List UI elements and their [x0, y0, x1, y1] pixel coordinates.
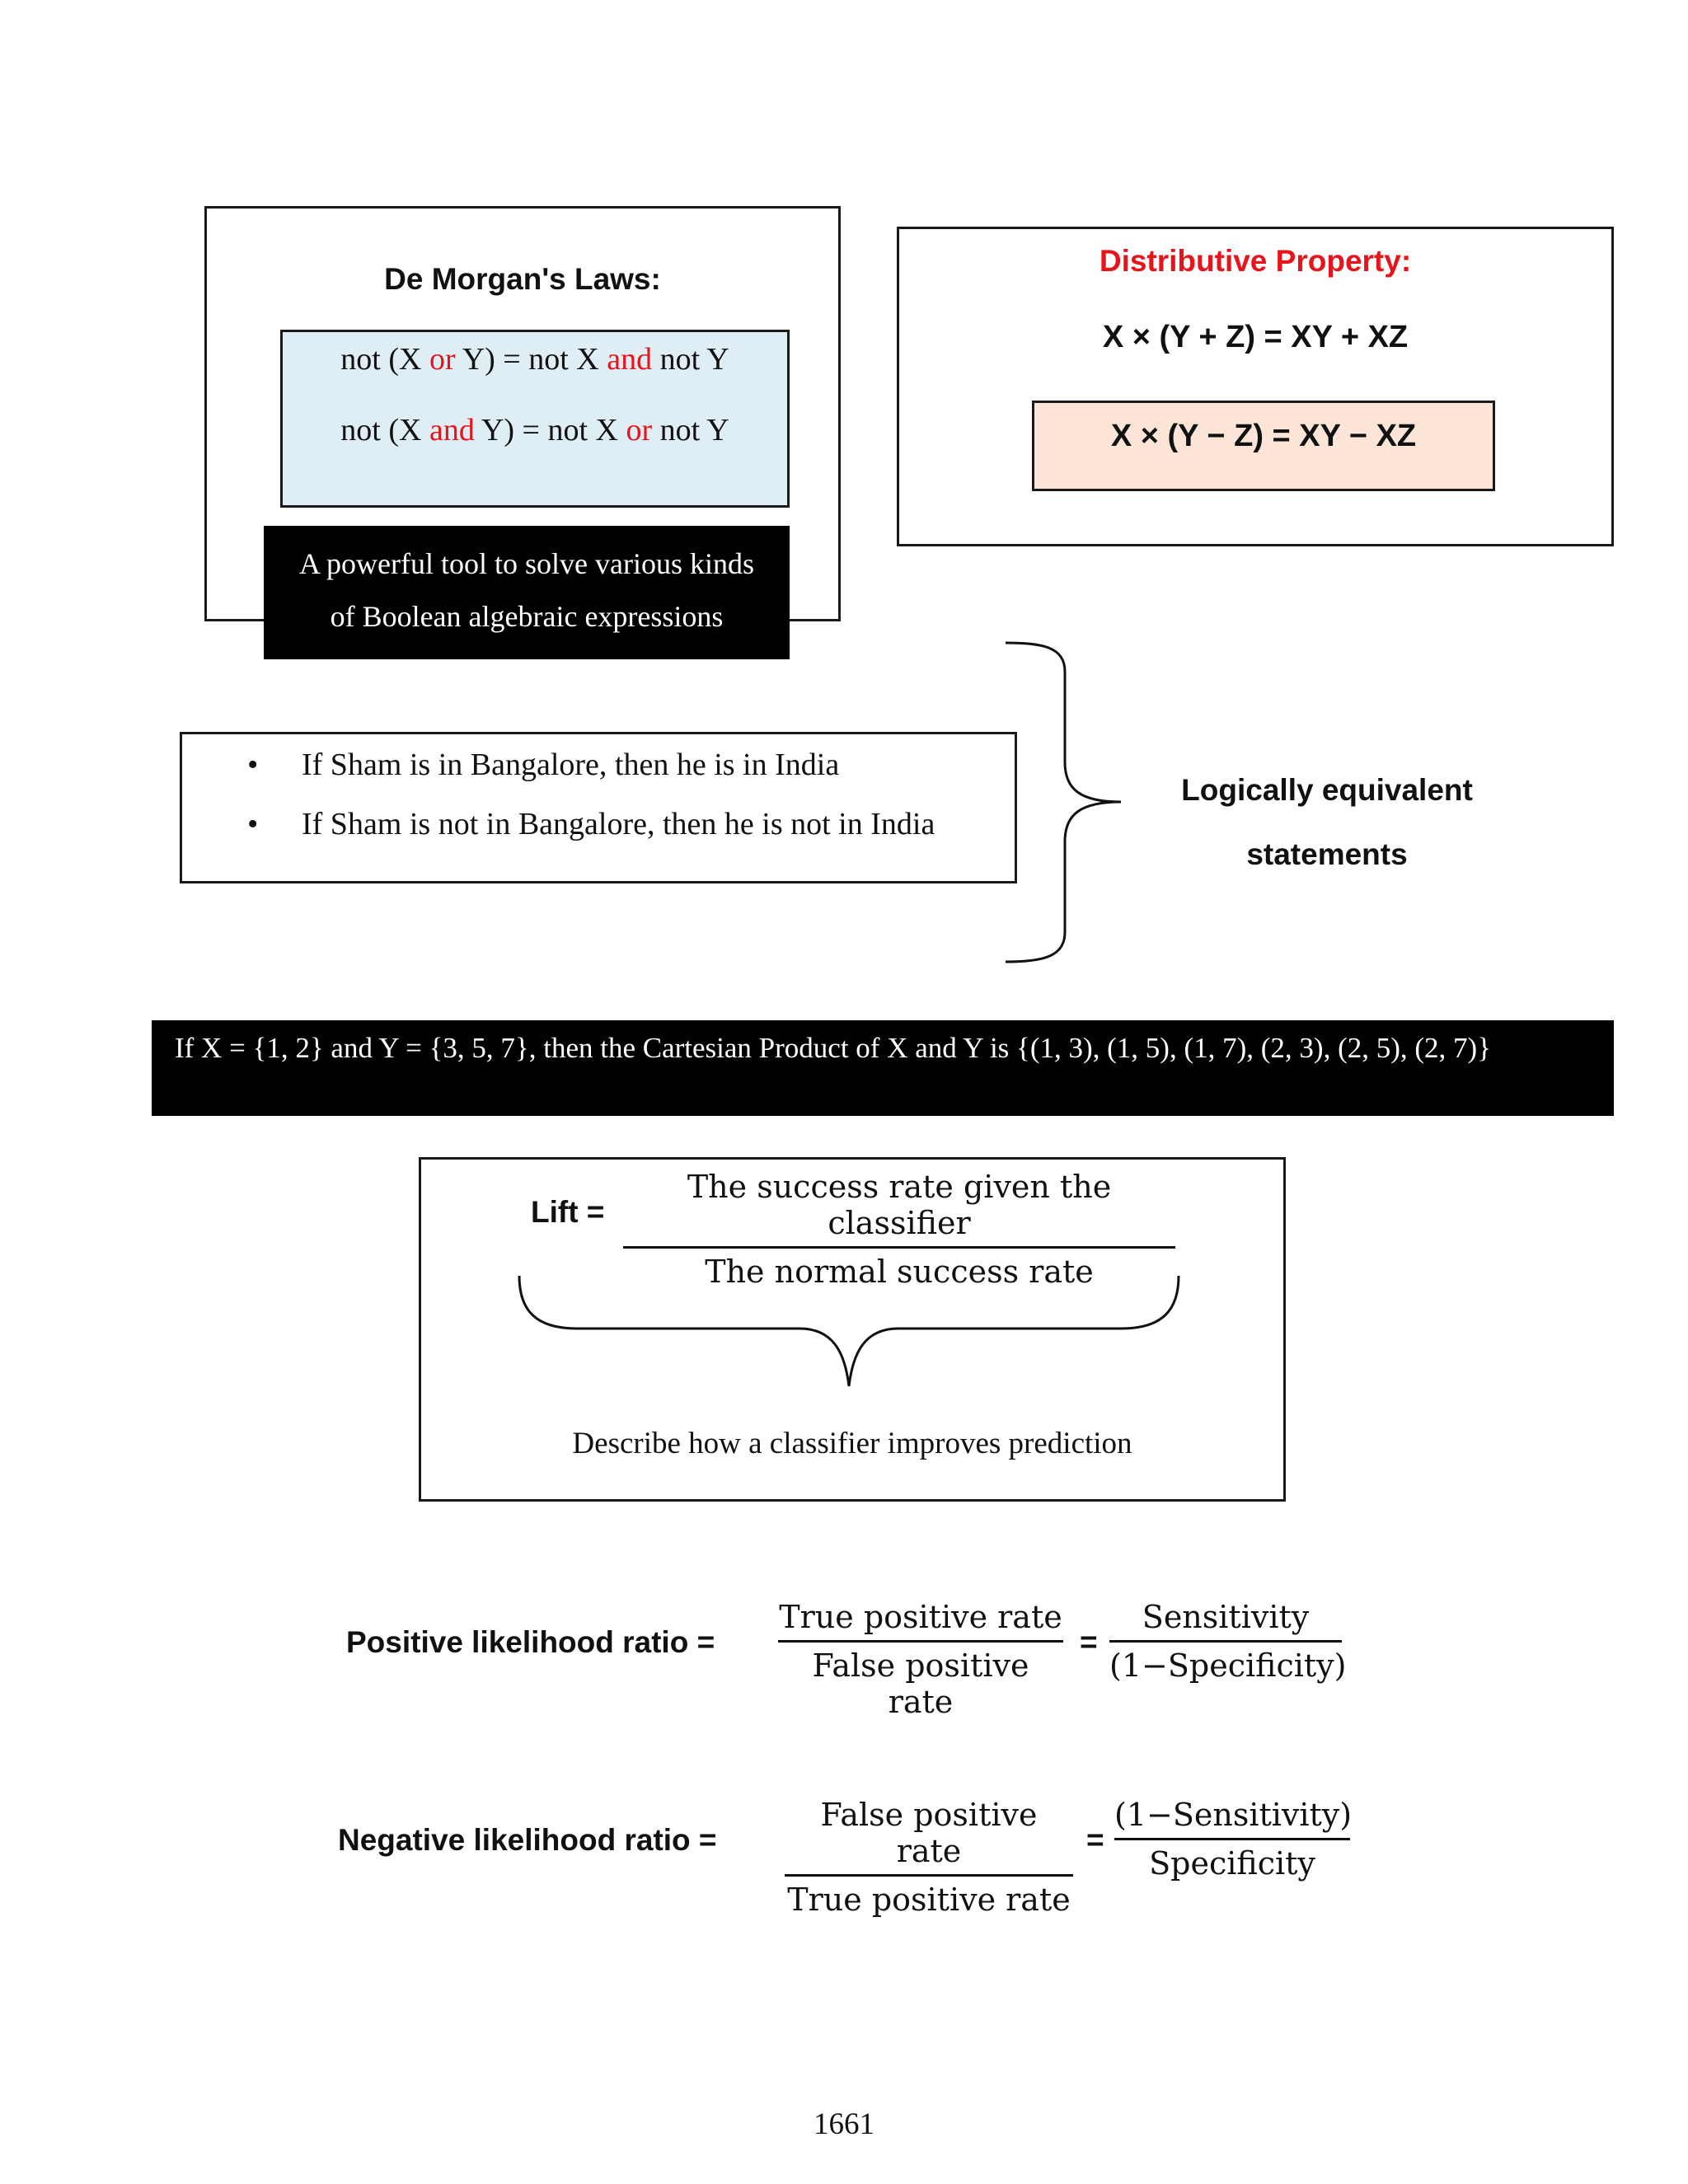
plr-fraction-2	[1109, 1599, 1347, 1684]
demorgan-law-1	[280, 341, 790, 377]
bullet-icon: •	[247, 807, 259, 841]
bottom-curly-brace-icon	[511, 1269, 1187, 1393]
law1-part-b: Y) = not X	[455, 342, 607, 377]
nlr-fraction-2	[1114, 1797, 1353, 1882]
lift-numerator: The success rate given the classifier	[687, 1169, 1112, 1241]
law1-operator-2: and	[607, 342, 653, 377]
statement-item	[247, 747, 839, 783]
cartesian-product-text: If X = {1, 2} and Y = {3, 5, 7}, then the Cartesian Product of X and Y is {(1, 3), (1, 5), (1, 7), (2, 3), (2, 5), (2, 7)}	[175, 1032, 1491, 1064]
distributive-equation-2: X × (Y − Z) = XY − XZ	[1110, 419, 1417, 453]
demorgan-caption-line-2: of Boolean algebraic expressions	[330, 600, 724, 633]
plr-numerator-1: True positive rate	[779, 1599, 1062, 1635]
nlr-numerator-2: (1−Sensitivity)	[1114, 1797, 1353, 1833]
distributive-equation-1: X × (Y + Z) = XY + XZ	[1102, 320, 1409, 354]
lift-denominator: The normal success rate	[705, 1254, 1094, 1290]
plr-numerator-2: Sensitivity	[1142, 1599, 1310, 1635]
law1-part-c: not Y	[652, 342, 729, 377]
logic-label	[1129, 758, 1525, 887]
right-curly-brace-icon	[997, 639, 1129, 968]
nlr-fraction-1	[785, 1797, 1073, 1918]
law2-part-a: not (X	[340, 413, 429, 448]
cartesian-product-banner	[152, 1020, 1614, 1116]
law1-operator-1: or	[429, 342, 456, 377]
nlr-equals: =	[1086, 1823, 1104, 1857]
nlr-numerator-1: False positive rate	[820, 1797, 1038, 1869]
law2-part-c: not Y	[652, 413, 729, 448]
logic-label-line-2: statements	[1246, 837, 1408, 871]
page-number: 1661	[814, 2107, 874, 2141]
law1-part-a: not (X	[340, 342, 429, 377]
nlr-denominator-2: Specificity	[1149, 1845, 1315, 1882]
demorgan-caption	[264, 526, 790, 659]
law2-operator-2: or	[626, 413, 653, 448]
plr-fraction-1	[778, 1599, 1063, 1720]
plr-denominator-1: False positive rate	[812, 1647, 1029, 1720]
plr-equals: =	[1080, 1625, 1098, 1659]
demorgan-law-2	[280, 412, 790, 448]
statement-text: If Sham is not in Bangalore, then he is not in India	[302, 807, 935, 841]
nlr-label: Negative likelihood ratio =	[338, 1823, 717, 1857]
lift-caption: Describe how a classifier improves prediction	[572, 1427, 1132, 1460]
distributive-title: Distributive Property:	[1099, 244, 1412, 278]
plr-label: Positive likelihood ratio =	[346, 1625, 715, 1659]
lift-label: Lift =	[531, 1195, 605, 1229]
law2-operator-1: and	[429, 413, 475, 448]
law2-part-b: Y) = not X	[474, 413, 626, 448]
statement-text: If Sham is in Bangalore, then he is in India	[302, 748, 840, 782]
bullet-icon: •	[247, 748, 259, 782]
plr-denominator-2: (1−Specificity)	[1109, 1647, 1347, 1684]
demorgan-title: De Morgan's Laws:	[384, 262, 661, 296]
demorgan-caption-line-1: A powerful tool to solve various kinds	[299, 547, 754, 580]
nlr-denominator-1: True positive rate	[787, 1882, 1071, 1918]
logic-label-line-1: Logically equivalent	[1181, 773, 1473, 807]
statement-item	[247, 806, 935, 842]
